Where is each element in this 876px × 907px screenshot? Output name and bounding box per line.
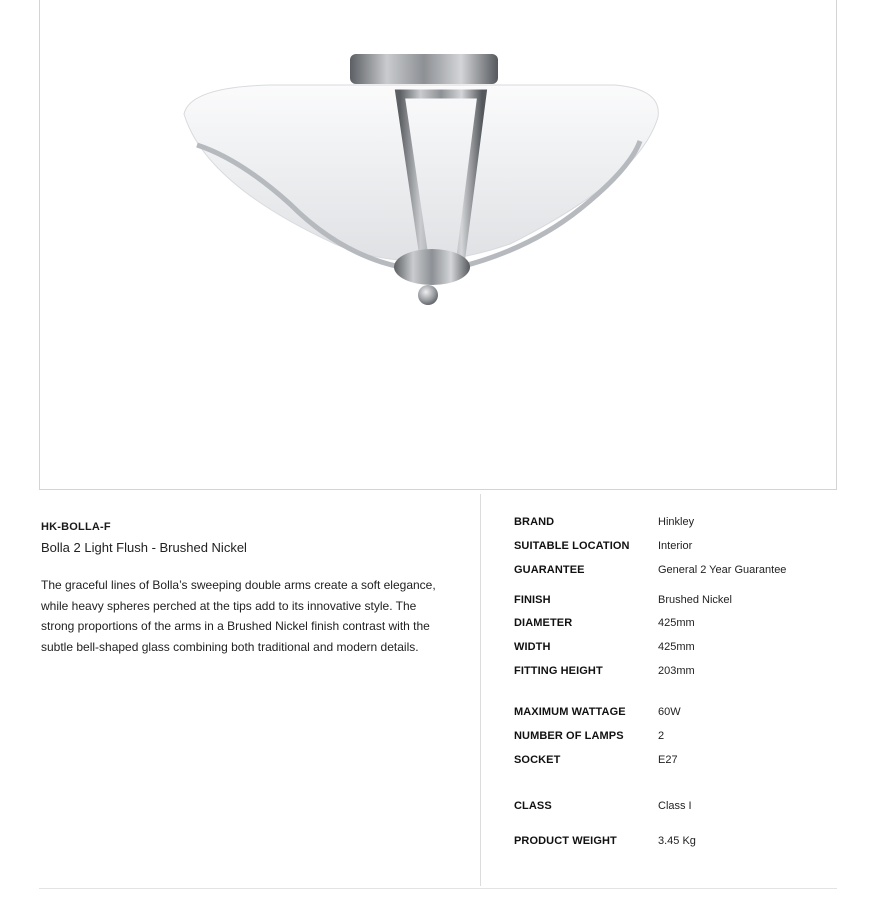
- spec-label-diameter: DIAMETER: [514, 617, 573, 629]
- spec-label-socket: SOCKET: [514, 754, 561, 766]
- spec-value-width: 425mm: [658, 641, 695, 653]
- spec-label-width: WIDTH: [514, 641, 551, 653]
- product-description: The graceful lines of Bolla’s sweeping double arms create a soft elegance, while heavy spheres perched at the tips add to its innovative style. The strong proportions of the arms in a Brushed Nickel finish contrast with the subtle bell-shaped glass combining both traditional and modern details.: [41, 578, 436, 654]
- spec-value-product-weight: 3.45 Kg: [658, 835, 696, 847]
- spec-value-number-of-lamps: 2: [658, 730, 665, 742]
- bottom-divider: [39, 888, 837, 889]
- product-image: [40, 0, 838, 491]
- spec-label-fitting-height: FITTING HEIGHT: [514, 665, 603, 677]
- product-title: Bolla 2 Light Flush - Brushed Nickel: [41, 540, 247, 555]
- spec-label-class: CLASS: [514, 800, 552, 812]
- spec-value-guarantee: General 2 Year Guarantee: [658, 564, 787, 576]
- spec-value-fitting-height: 203mm: [658, 665, 695, 677]
- spec-value-suitable-location: Interior: [658, 540, 693, 552]
- spec-label-product-weight: PRODUCT WEIGHT: [514, 835, 617, 847]
- product-image-frame: [39, 0, 837, 490]
- spec-label-finish: FINISH: [514, 594, 551, 606]
- spec-value-class: Class I: [658, 800, 692, 812]
- spec-value-maximum-wattage: 60W: [658, 706, 681, 718]
- spec-label-number-of-lamps: NUMBER OF LAMPS: [514, 730, 624, 742]
- product-sku: HK-BOLLA-F: [41, 521, 111, 533]
- spec-label-guarantee: GUARANTEE: [514, 564, 585, 576]
- spec-value-socket: E27: [658, 754, 678, 766]
- spec-value-brand: Hinkley: [658, 516, 695, 528]
- column-divider: [480, 494, 481, 886]
- spec-label-brand: BRAND: [514, 516, 555, 528]
- spec-value-finish: Brushed Nickel: [658, 594, 732, 606]
- spec-value-diameter: 425mm: [658, 617, 695, 629]
- spec-label-suitable-location: SUITABLE LOCATION: [514, 540, 630, 552]
- spec-label-maximum-wattage: MAXIMUM WATTAGE: [514, 706, 626, 718]
